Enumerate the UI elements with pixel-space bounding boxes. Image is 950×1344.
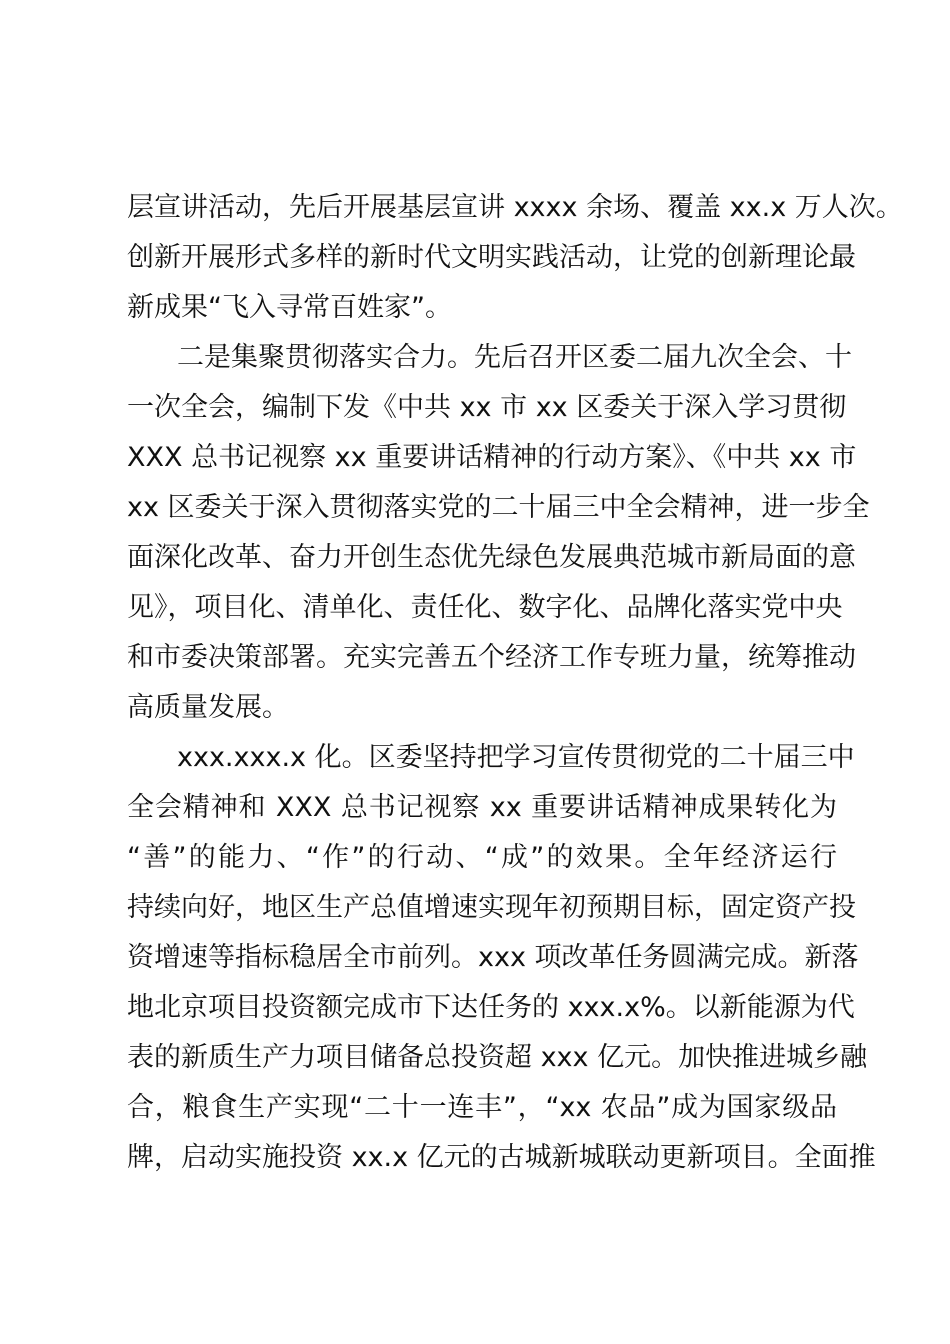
text-line: xx 区委关于深入贯彻落实党的二十届三中全会精神，进一步全 (127, 492, 870, 523)
text-line: 资增速等指标稳居全市前列。xxx 项改革任务圆满完成。新落 (127, 942, 859, 973)
text-line: 高质量发展。 (127, 692, 289, 723)
text-line: 表的新质生产力项目储备总投资超 xxx 亿元。加快推进城乡融 (127, 1042, 868, 1073)
text-line: 创新开展形式多样的新时代文明实践活动，让党的创新理论最 (127, 242, 856, 273)
text-line: “善”的能力、“作”的行动、“成”的效果。全年经济运行 (127, 842, 837, 873)
text-line: 和市委决策部署。充实完善五个经济工作专班力量，统筹推动 (127, 642, 856, 673)
text-line: 持续向好，地区生产总值增速实现年初预期目标，固定资产投 (127, 892, 856, 923)
text-line: 一次全会，编制下发《中共 xx 市 xx 区委关于深入学习贯彻 (127, 392, 847, 423)
text-line: 面深化改革、奋力开创生态优先绿色发展典范城市新局面的意 (127, 542, 856, 573)
text-line: xxx.xxx.x 化。区委坚持把学习宣传贯彻党的二十届三中 (177, 742, 855, 773)
text-line: 二是集聚贯彻落实合力。先后召开区委二届九次全会、十 (177, 342, 852, 373)
text-line: 见》，项目化、清单化、责任化、数字化、品牌化落实党中央 (127, 592, 843, 623)
text-line: 全会精神和 XXX 总书记视察 xx 重要讲话精神成果转化为 (127, 792, 837, 823)
text-line: 地北京项目投资额完成市下达任务的 xxx.x%。以新能源为代 (127, 992, 855, 1023)
text-line: XXX 总书记视察 xx 重要讲话精神的行动方案》、《中共 xx 市 (127, 442, 857, 473)
text-line: 新成果“飞入寻常百姓家”。 (127, 292, 452, 323)
text-line: 层宣讲活动，先后开展基层宣讲 xxxx 余场、覆盖 xx.x 万人次。 (127, 192, 903, 223)
document-body (127, 183, 903, 1183)
text-line: 合，粮食生产实现“二十一连丰”，“xx 农品”成为国家级品 (127, 1092, 837, 1123)
text-line: 牌，启动实施投资 xx.x 亿元的古城新城联动更新项目。全面推 (127, 1142, 876, 1173)
